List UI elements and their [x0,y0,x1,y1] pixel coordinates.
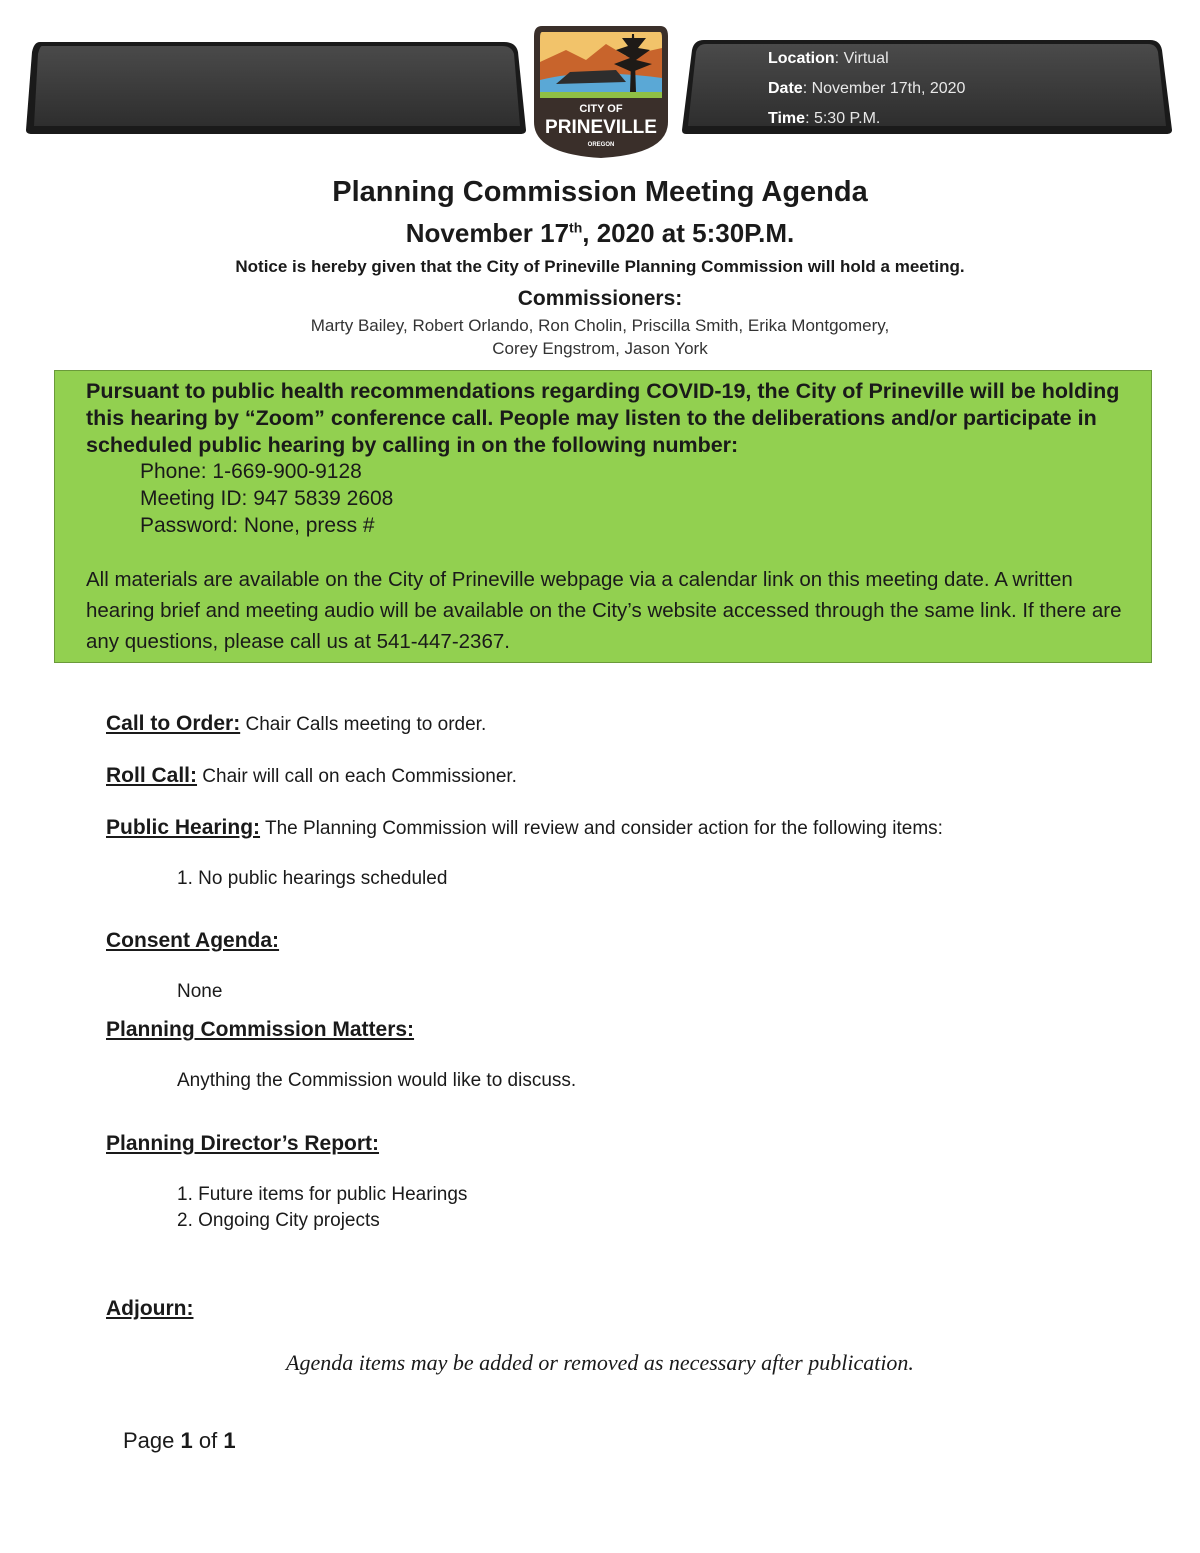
logo-text-city-of: CITY OF [579,103,623,115]
agenda-public-hearing [106,816,943,840]
meeting-location: Location: Virtual [768,50,889,67]
logo-text-oregon: OREGON [587,142,615,148]
agenda-adjourn [106,1297,193,1321]
commissioners-list-line1: Marty Bailey, Robert Orlando, Ron Cholin, Priscilla Smith, Erika Montgomery, [310,316,890,335]
city-logo [526,22,676,162]
logo-text-prineville: PRINEVILLE [545,117,657,138]
covid-notice-box [54,370,1152,663]
commissioners-list-line2: Corey Engstrom, Jason York [492,339,708,358]
public-hearing-item: 1. No public hearings scheduled [177,868,448,889]
director-report-item: 1. Future items for public Hearings [177,1184,468,1205]
call-in-meeting-id: Meeting ID: 947 5839 2608 [140,487,394,510]
pc-matters-text: Anything the Commission would like to discuss. [177,1070,577,1091]
pc-matters-heading: Planning Commission Matters: [106,1018,415,1041]
agenda-call-to-order [106,712,486,736]
public-hearing-text: The Planning Commission will review and consider action for the following items: [260,818,943,839]
header-banner-right [682,38,1172,136]
consent-agenda-heading: Consent Agenda: [106,929,280,952]
consent-agenda-text: None [177,981,223,1002]
call-to-order-text: Chair Calls meeting to order. [240,714,487,735]
adjourn-heading: Adjourn: [106,1297,194,1320]
meeting-notice: Notice is hereby given that the City of Prineville Planning Commission will hold a meeting. [235,257,965,276]
covid-notice-intro: Pursuant to public health recommendations regarding COVID-19, the City of Prineville will be holding this hearing by “Zoom” conference call. People may listen to the deliberations and/or participate in scheduled public hearing by calling in on the following number: [86,379,1120,457]
meeting-time: Time: 5:30 P.M. [768,110,881,127]
agenda-consent [106,929,279,953]
director-report-heading: Planning Director’s Report: [106,1132,380,1155]
page-number: Page 1 of 1 [123,1428,236,1453]
agenda-roll-call [106,764,517,788]
call-in-password: Password: None, press # [140,514,375,537]
agenda-footnote: Agenda items may be added or removed as necessary after publication. [286,1350,914,1375]
materials-notice: All materials are available on the City of Prineville webpage via a calendar link on this meeting date. A written hearing brief and meeting audio will be available on the City’s website accessed through the same link. If there are any questions, please call us at 541-447-2367. [86,568,1122,653]
agenda-pc-matters [106,1018,414,1042]
commissioners-heading: Commissioners: [517,287,683,310]
meeting-date: Date: November 17th, 2020 [768,80,966,97]
director-report-item: 2. Ongoing City projects [177,1210,380,1231]
page-title: Planning Commission Meeting Agenda [332,176,868,208]
roll-call-heading: Roll Call: [106,764,198,787]
call-to-order-heading: Call to Order: [106,712,241,735]
public-hearing-heading: Public Hearing: [106,816,261,839]
roll-call-text: Chair will call on each Commissioner. [197,766,517,787]
call-in-phone: Phone: 1-669-900-9128 [140,460,362,483]
header-banner-left [26,38,526,136]
meeting-datetime-subtitle: November 17th, 2020 at 5:30P.M. [405,218,795,248]
agenda-director-report [106,1132,379,1156]
